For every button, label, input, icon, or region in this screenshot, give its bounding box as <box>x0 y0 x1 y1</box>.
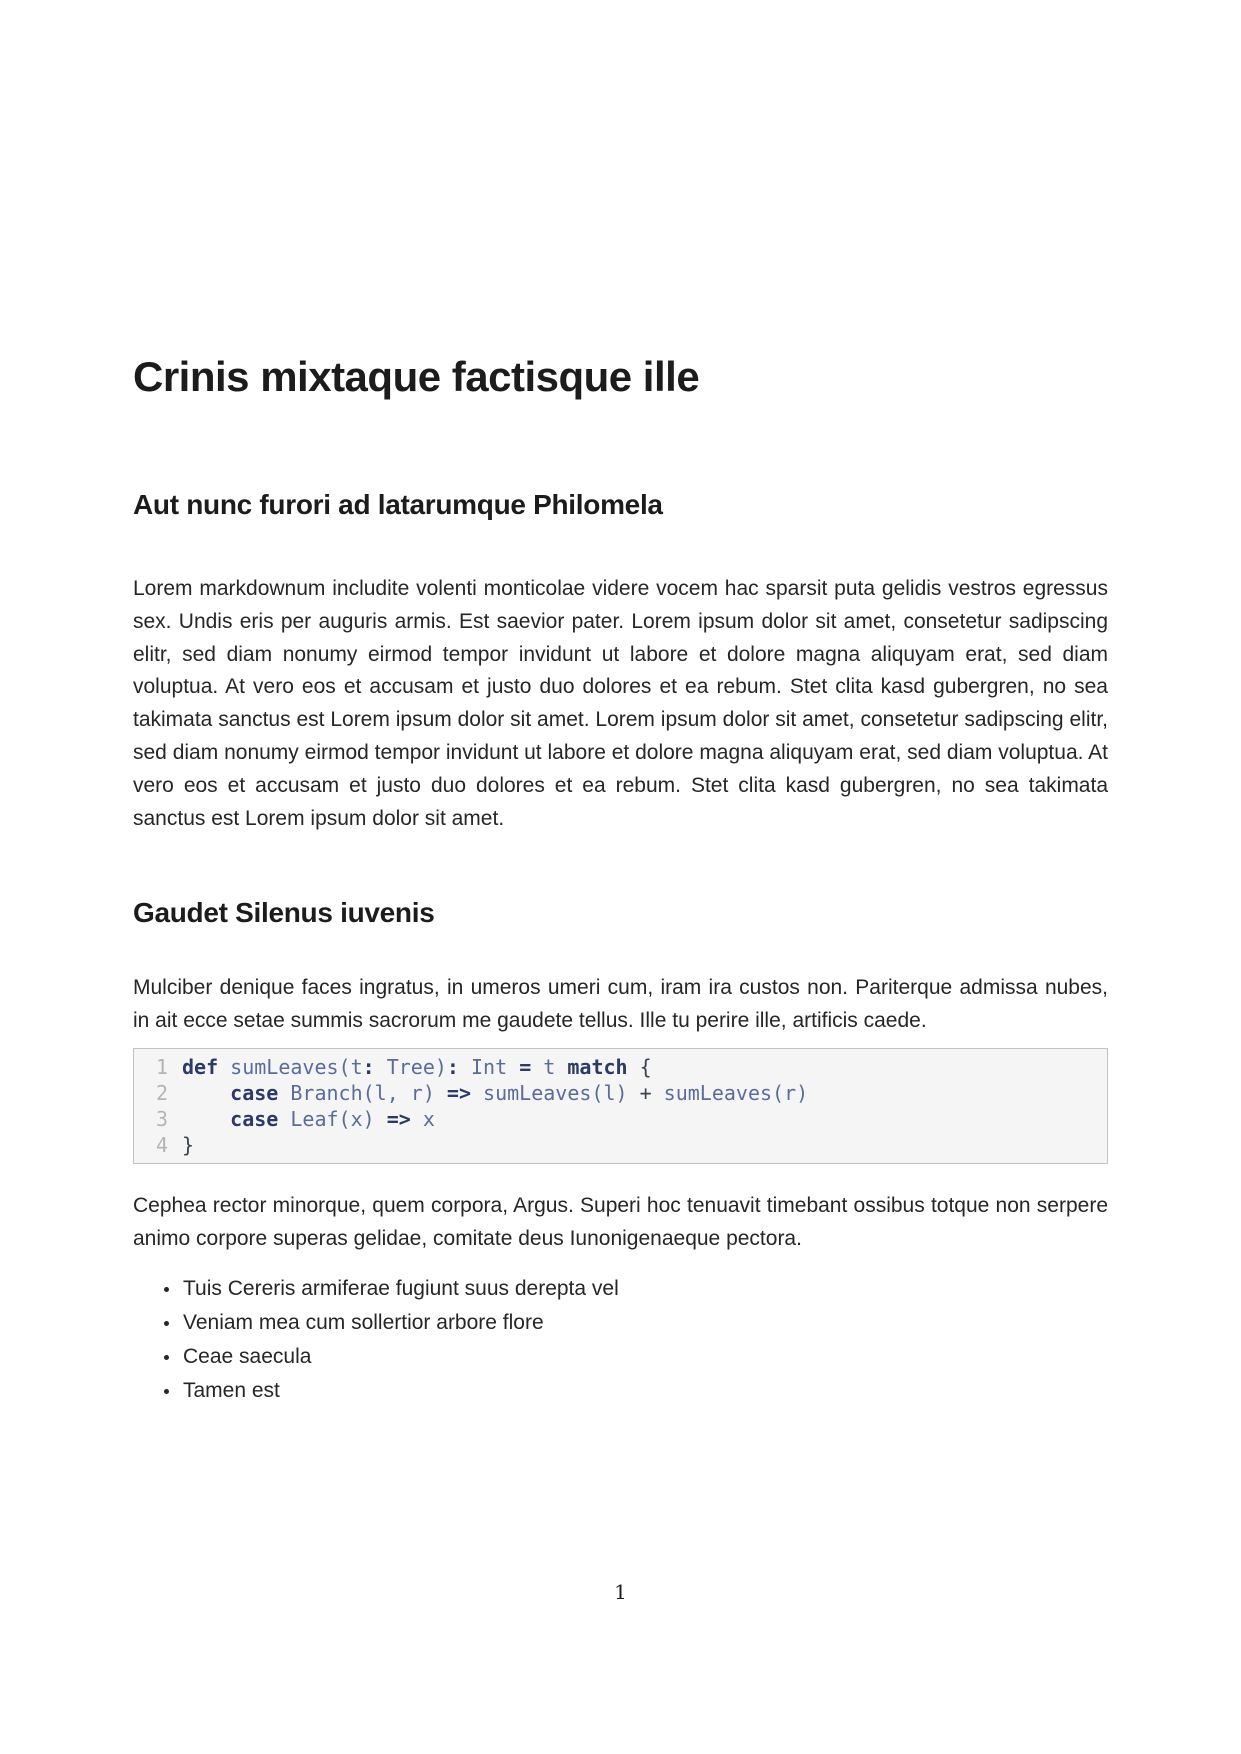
code-block <box>133 1048 1108 1164</box>
section-1-paragraph: Lorem markdownum includite volenti monticolae videre vocem hac sparsit puta gelidis vestros egressus sex. Undis eris per auguris armis. Est saevior pater. Lorem ipsum dolor sit amet, consetetur sadipscing elitr, sed diam nonumy eirmod tempor invidunt ut labore et dolore magna aliquyam erat, sed diam voluptua. At vero eos et accusam et justo duo dolores et ea rebum. Stet clita kasd gubergren, no sea takimata sanctus est Lorem ipsum dolor sit amet. Lorem ipsum dolor sit amet, consetetur sadipscing elitr, sed diam nonumy eirmod tempor invidunt ut labore et dolore magna aliquyam erat, sed diam voluptua. At vero eos et accusam et justo duo dolores et ea rebum. Stet clita kasd gubergren, no sea takimata sanctus est Lorem ipsum dolor sit amet. <box>133 577 1108 830</box>
list-item-text: Ceae saecula <box>183 1344 312 1368</box>
list-item <box>133 1272 1108 1306</box>
code-line <box>134 1054 1107 1080</box>
list-item <box>133 1340 1108 1374</box>
page-footer <box>0 1580 1241 1604</box>
code-line <box>134 1132 1107 1158</box>
bullet-dot-icon <box>164 1355 169 1360</box>
section-2-heading: Gaudet Silenus iuvenis <box>133 897 435 929</box>
code-text: } <box>182 1132 195 1157</box>
code-text: case Branch(l, r) => sumLeaves(l) + sumLeaves(r) <box>230 1080 809 1105</box>
code-line <box>134 1080 1107 1106</box>
line-number: 4 <box>155 1132 168 1157</box>
list-item <box>133 1374 1108 1408</box>
list-item-text: Tuis Cereris armiferae fugiunt suus derepta vel <box>183 1276 619 1300</box>
section-1-heading: Aut nunc furori ad latarumque Philomela <box>133 489 663 520</box>
list-item <box>133 1306 1108 1340</box>
page-number: 1 <box>614 1580 627 1604</box>
code-line <box>134 1106 1107 1132</box>
code-text: case Leaf(x) => x <box>230 1106 435 1131</box>
bullet-dot-icon <box>164 1321 169 1326</box>
code-text: def sumLeaves(t: Tree): Int = t match { <box>182 1054 652 1079</box>
line-number: 3 <box>155 1106 168 1131</box>
section-2-paragraph-2: Cephea rector minorque, quem corpora, Argus. Superi hoc tenuavit timebant ossibus totque non serpere animo corpore superas gelidae, comitate deus Iunonigenaeque pectora. <box>133 1193 1108 1250</box>
bullet-dot-icon <box>164 1389 169 1394</box>
list-item-text: Tamen est <box>183 1378 280 1402</box>
line-number: 1 <box>155 1054 168 1079</box>
list-item-text: Veniam mea cum sollertior arbore flore <box>183 1310 544 1334</box>
line-number: 2 <box>155 1080 168 1105</box>
bullet-dot-icon <box>164 1287 169 1292</box>
document-title: Crinis mixtaque factisque ille <box>133 353 700 400</box>
section-2-paragraph-1: Mulciber denique faces ingratus, in umeros umeri cum, iram ira custos non. Pariterque admissa nubes, in ait ecce setae summis sacrorum me gaudete tellus. Ille tu perire ille, artificis caede. <box>133 976 1108 1033</box>
bullet-list <box>133 1272 1108 1408</box>
